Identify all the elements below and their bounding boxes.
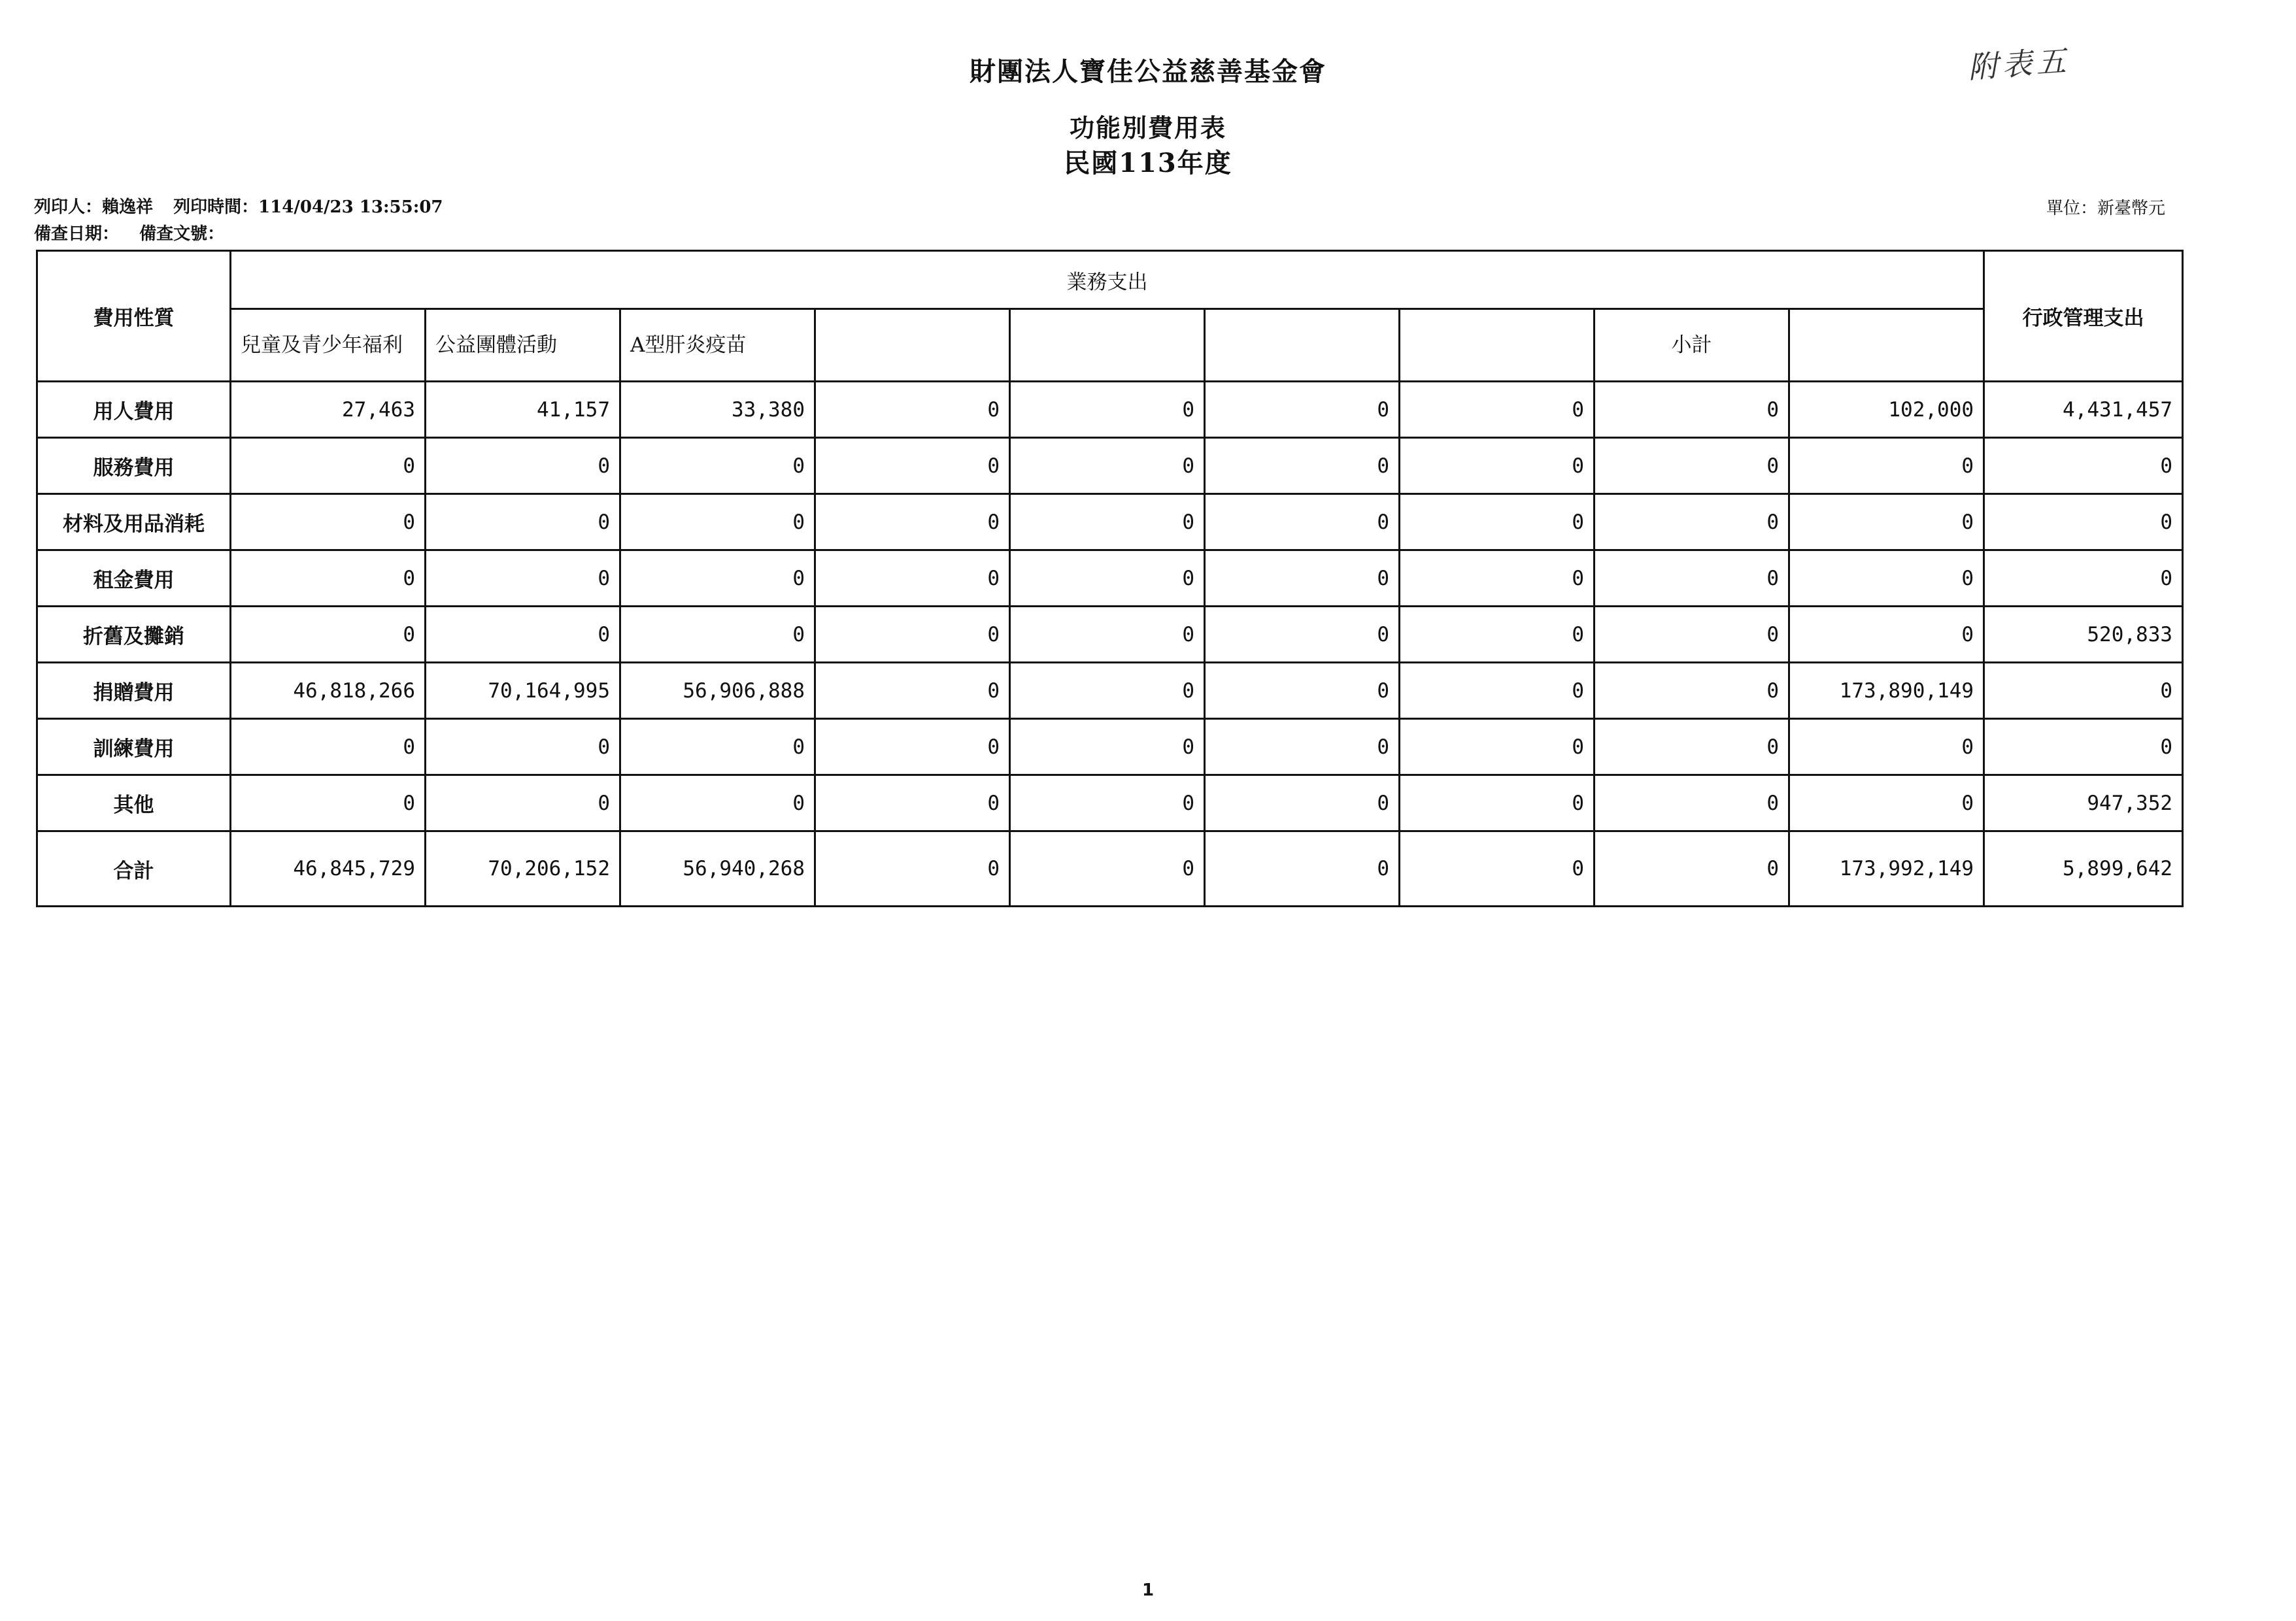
- organization-title: 財團法人寶佳公益慈善基金會: [970, 56, 1326, 87]
- amount-cell: 0: [815, 775, 1010, 831]
- amount-cell: 0: [1400, 831, 1595, 907]
- table-row: [37, 382, 2183, 438]
- amount-cell: 5,899,642: [1984, 831, 2183, 907]
- amount-cell: 0: [1789, 438, 1984, 494]
- amount-cell: 0: [1595, 607, 1789, 663]
- table-row: [37, 663, 2183, 719]
- amount-cell: 0: [1010, 663, 1205, 719]
- amount-cell: 0: [1010, 775, 1205, 831]
- amount-cell: 0: [1595, 438, 1789, 494]
- table-row: [37, 607, 2183, 663]
- amount-cell: 0: [1400, 550, 1595, 607]
- amount-cell: 102,000: [1789, 382, 1984, 438]
- row-label: 服務費用: [37, 438, 231, 494]
- amount-cell: 0: [1789, 775, 1984, 831]
- amount-cell: 0: [426, 775, 620, 831]
- amount-cell: 0: [231, 775, 426, 831]
- print-info: [34, 193, 458, 218]
- amount-cell: 0: [1400, 382, 1595, 438]
- column-header: [1205, 309, 1400, 382]
- amount-cell: 0: [1984, 550, 2183, 607]
- amount-cell: 0: [1010, 719, 1205, 775]
- amount-cell: 56,906,888: [620, 663, 815, 719]
- row-label: 材料及用品消耗: [37, 494, 231, 550]
- amount-cell: 0: [1789, 607, 1984, 663]
- column-header: [815, 309, 1010, 382]
- amount-cell: 0: [1205, 775, 1400, 831]
- amount-cell: 0: [1205, 438, 1400, 494]
- printer-label: 列印人：賴逸祥: [34, 197, 154, 217]
- amount-cell: 0: [1789, 550, 1984, 607]
- amount-cell: 0: [1010, 831, 1205, 907]
- print-time: 列印時間：114/04/23 13:55:07: [173, 197, 443, 217]
- amount-cell: 0: [1205, 663, 1400, 719]
- amount-cell: 0: [426, 438, 620, 494]
- amount-cell: 0: [1010, 382, 1205, 438]
- business-expense-header: 業務支出: [231, 251, 1984, 309]
- amount-cell: 0: [231, 550, 426, 607]
- row-label: 合計: [37, 831, 231, 907]
- table-row: [37, 719, 2183, 775]
- amount-cell: 173,992,149: [1789, 831, 1984, 907]
- amount-cell: 0: [1205, 607, 1400, 663]
- amount-cell: 0: [1595, 775, 1789, 831]
- row-label: 訓練費用: [37, 719, 231, 775]
- amount-cell: 0: [426, 550, 620, 607]
- table-header-row-2: [37, 309, 2183, 382]
- row-label: 捐贈費用: [37, 663, 231, 719]
- amount-cell: 0: [1595, 550, 1789, 607]
- reference-info: [34, 220, 239, 244]
- amount-cell: 0: [1984, 494, 2183, 550]
- amount-cell: 0: [1400, 438, 1595, 494]
- amount-cell: 0: [1984, 663, 2183, 719]
- column-header: [1400, 309, 1595, 382]
- amount-cell: 0: [1400, 607, 1595, 663]
- column-header: [1010, 309, 1205, 382]
- amount-cell: 33,380: [620, 382, 815, 438]
- report-period: 民國113年度: [1064, 148, 1232, 178]
- table-row: [37, 494, 2183, 550]
- amount-cell: 0: [1010, 438, 1205, 494]
- amount-cell: 0: [620, 550, 815, 607]
- amount-cell: 41,157: [426, 382, 620, 438]
- amount-cell: 0: [1205, 382, 1400, 438]
- amount-cell: 0: [231, 494, 426, 550]
- amount-cell: 0: [815, 831, 1010, 907]
- total-row: [37, 831, 2183, 907]
- row-label: 租金費用: [37, 550, 231, 607]
- amount-cell: 0: [815, 382, 1010, 438]
- amount-cell: 0: [815, 494, 1010, 550]
- expense-nature-header: 費用性質: [37, 251, 231, 382]
- amount-cell: 70,206,152: [426, 831, 620, 907]
- amount-cell: 4,431,457: [1984, 382, 2183, 438]
- amount-cell: 0: [1400, 494, 1595, 550]
- amount-cell: 173,890,149: [1789, 663, 1984, 719]
- row-label: 其他: [37, 775, 231, 831]
- table-row: [37, 775, 2183, 831]
- column-header: 公益團體活動: [426, 309, 620, 382]
- table-row: [37, 550, 2183, 607]
- amount-cell: 0: [231, 607, 426, 663]
- amount-cell: 0: [1595, 382, 1789, 438]
- amount-cell: 0: [1205, 550, 1400, 607]
- amount-cell: 0: [620, 438, 815, 494]
- amount-cell: 0: [1400, 663, 1595, 719]
- amount-cell: 947,352: [1984, 775, 2183, 831]
- amount-cell: 520,833: [1984, 607, 2183, 663]
- amount-cell: 0: [620, 494, 815, 550]
- amount-cell: 0: [1205, 719, 1400, 775]
- amount-cell: 0: [1595, 831, 1789, 907]
- amount-cell: 0: [1400, 775, 1595, 831]
- amount-cell: 0: [1010, 550, 1205, 607]
- amount-cell: 0: [1595, 719, 1789, 775]
- functional-expense-table: [36, 250, 2184, 907]
- amount-cell: 56,940,268: [620, 831, 815, 907]
- amount-cell: 0: [1010, 494, 1205, 550]
- amount-cell: 0: [1595, 663, 1789, 719]
- amount-cell: 0: [1984, 438, 2183, 494]
- amount-cell: 0: [1010, 607, 1205, 663]
- amount-cell: 0: [815, 550, 1010, 607]
- amount-cell: 0: [1400, 719, 1595, 775]
- amount-cell: 0: [1984, 719, 2183, 775]
- amount-cell: 0: [620, 719, 815, 775]
- amount-cell: 0: [815, 719, 1010, 775]
- amount-cell: 0: [815, 663, 1010, 719]
- amount-cell: 46,845,729: [231, 831, 426, 907]
- amount-cell: 0: [426, 607, 620, 663]
- report-title: 功能別費用表: [1069, 113, 1226, 142]
- currency-unit: 單位：新臺幣元: [2046, 199, 2165, 218]
- amount-cell: 0: [426, 494, 620, 550]
- amount-cell: 0: [1595, 494, 1789, 550]
- reference-date: 備查日期：: [34, 224, 120, 244]
- column-header: A型肝炎疫苗: [620, 309, 815, 382]
- amount-cell: 27,463: [231, 382, 426, 438]
- amount-cell: 0: [1789, 494, 1984, 550]
- column-header: 兒童及青少年福利: [231, 309, 426, 382]
- amount-cell: 0: [426, 719, 620, 775]
- amount-cell: 0: [620, 607, 815, 663]
- row-label: 用人費用: [37, 382, 231, 438]
- row-label: 折舊及攤銷: [37, 607, 231, 663]
- amount-cell: 0: [1789, 719, 1984, 775]
- amount-cell: 70,164,995: [426, 663, 620, 719]
- table-row: [37, 438, 2183, 494]
- page-number: 1: [1141, 1580, 1155, 1600]
- amount-cell: 0: [815, 438, 1010, 494]
- amount-cell: 46,818,266: [231, 663, 426, 719]
- reference-number: 備查文號：: [139, 224, 225, 244]
- amount-cell: 0: [620, 775, 815, 831]
- admin-expense-header: 行政管理支出: [1984, 251, 2183, 382]
- subtotal-column-header: 小計: [1595, 309, 1789, 382]
- amount-cell: 0: [231, 438, 426, 494]
- table-header-row-1: [37, 251, 2183, 309]
- amount-cell: 0: [1205, 494, 1400, 550]
- amount-cell: 0: [1205, 831, 1400, 907]
- amount-cell: 0: [231, 719, 426, 775]
- amount-cell: 0: [815, 607, 1010, 663]
- handwritten-annotation: 附表五: [1967, 42, 2071, 86]
